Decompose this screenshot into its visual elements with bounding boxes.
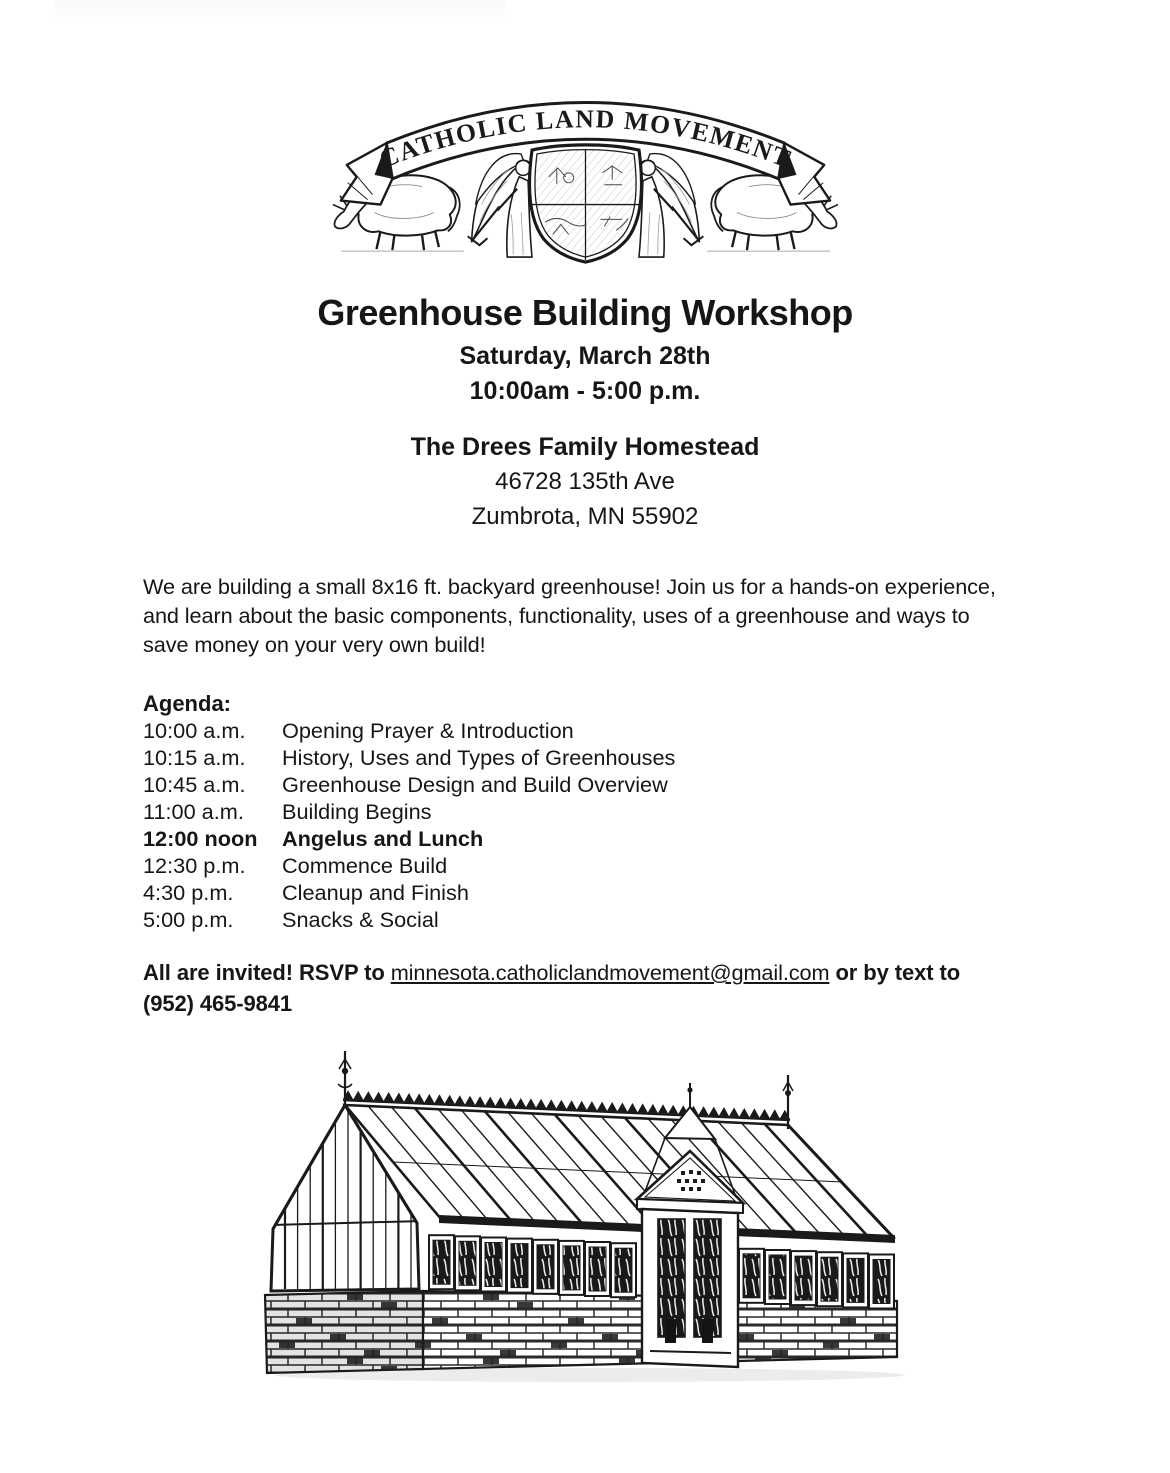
greenhouse-illustration-section [0, 1037, 1170, 1387]
header-section [0, 292, 1170, 406]
agenda-activity: History, Uses and Types of Greenhouses [282, 744, 676, 770]
rsvp-line [143, 957, 1020, 1019]
agenda-list [143, 717, 1020, 933]
agenda-activity: Greenhouse Design and Build Overview [282, 771, 668, 797]
agenda-activity: Opening Prayer & Introduction [282, 717, 574, 743]
agenda-heading: Agenda: [143, 690, 231, 716]
agenda-time: 12:30 p.m. [143, 852, 246, 878]
agenda-time: 11:00 a.m. [143, 798, 244, 824]
greenhouse-illustration [245, 1037, 925, 1387]
agenda-row [143, 717, 1020, 744]
logo-banner-text: CATHOLIC LAND MOVEMENT [374, 104, 796, 174]
agenda-time: 4:30 p.m. [143, 879, 234, 905]
location-address-street: 46728 135th Ave [495, 468, 675, 496]
crest-shield [529, 145, 641, 262]
event-description: We are building a small 8x16 ft. backyard greenhouse! Join us for a hands-on experience, and learn about the basic components, functionality, uses of a greenhouse and ways to save money on your very own build! [143, 573, 996, 657]
logo-section [0, 0, 1170, 264]
scan-smudge [55, 0, 505, 20]
rsvp-email-link[interactable]: minnesota.catholiclandmovement@gmail.com [390, 959, 830, 985]
page-title: Greenhouse Building Workshop [317, 292, 853, 333]
agenda-time: 10:00 a.m. [143, 717, 246, 743]
agenda-activity: Commence Build [282, 852, 448, 878]
glass-roof [345, 1105, 893, 1238]
location-name: The Drees Family Homestead [410, 433, 760, 462]
agenda-time: 10:45 a.m. [143, 771, 246, 797]
agenda-time: 10:15 a.m. [143, 744, 246, 770]
event-time: 10:00am - 5:00 p.m. [469, 377, 701, 406]
agenda-activity: Snacks & Social [282, 906, 439, 932]
agenda-activity: Cleanup and Finish [282, 879, 469, 905]
agenda-row [143, 906, 1020, 933]
agenda-time: 12:00 noon [143, 825, 258, 851]
rsvp-phone: (952) 465-9841 [143, 990, 293, 1016]
catholic-land-movement-crest [323, 56, 848, 264]
agenda-row [143, 852, 1020, 879]
agenda-row [143, 879, 1020, 906]
agenda-row-highlight [143, 825, 1020, 852]
agenda-activity: Building Begins [282, 798, 432, 824]
angel-icon [467, 154, 531, 257]
agenda-row [143, 771, 1020, 798]
agenda-activity: Angelus and Lunch [282, 825, 484, 851]
agenda-time: 5:00 p.m. [143, 906, 234, 932]
rsvp-prefix: All are invited! RSVP to [143, 959, 385, 985]
agenda-row [143, 744, 1020, 771]
location-section [0, 432, 1170, 532]
location-address-city: Zumbrota, MN 55902 [471, 503, 699, 531]
rsvp-middle: or by text to [835, 959, 961, 985]
event-date: Saturday, March 28th [459, 342, 711, 371]
agenda-row [143, 798, 1020, 825]
